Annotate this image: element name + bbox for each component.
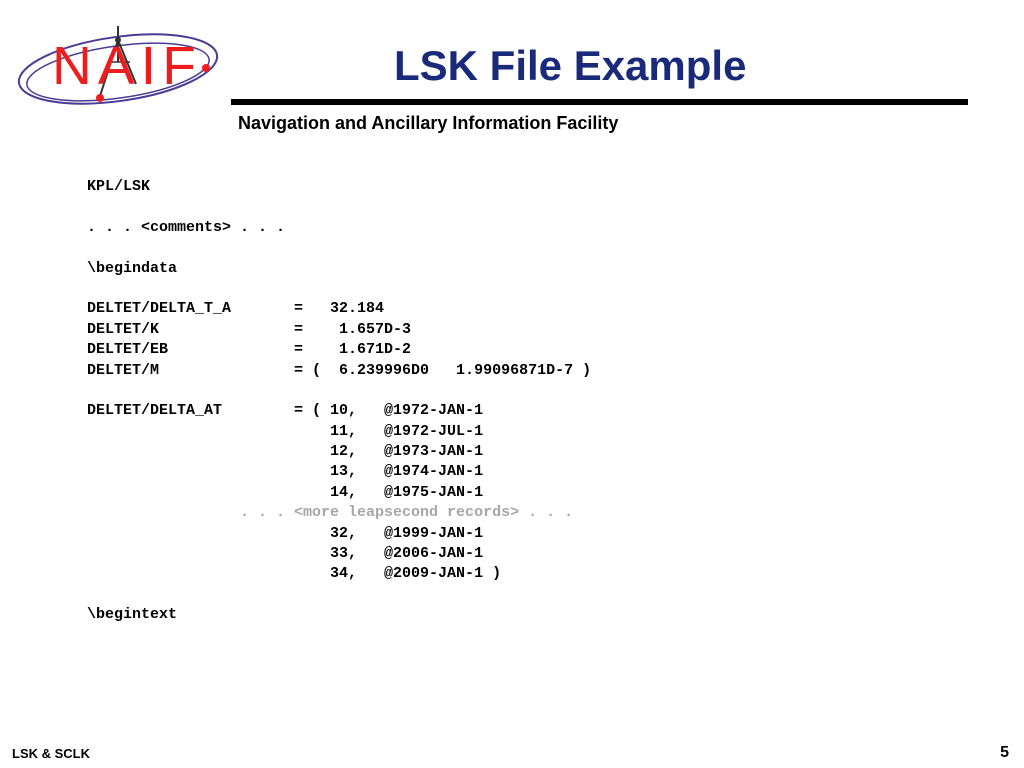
- code-line: . . . <more leapsecond records> . . .: [87, 504, 574, 522]
- code-line: \begindata: [87, 259, 178, 277]
- code-line: 33, @2006-JAN-1: [87, 545, 484, 563]
- code-line: 14, @1975-JAN-1: [87, 483, 484, 501]
- code-line: [87, 585, 591, 605]
- code-line: [87, 238, 591, 258]
- code-line: 12, @1973-JAN-1: [87, 443, 484, 461]
- code-line: . . . <comments> . . .: [87, 218, 286, 236]
- code-line: [87, 279, 591, 299]
- code-line: \begintext: [87, 606, 178, 624]
- code-line: DELTET/K = 1.657D-3: [87, 320, 412, 338]
- page-title: LSK File Example: [394, 42, 747, 89]
- title-divider: [231, 99, 968, 105]
- page-number: 5: [1000, 744, 1009, 761]
- code-line: DELTET/M = ( 6.239996D0 1.99096871D-7 ): [87, 361, 592, 379]
- code-line: 34, @2009-JAN-1 ): [87, 565, 502, 583]
- code-line: 32, @1999-JAN-1: [87, 524, 484, 542]
- code-line: DELTET/DELTA_AT = ( 10, @1972-JAN-1: [87, 402, 484, 420]
- code-line: [87, 197, 591, 217]
- code-line: [87, 381, 591, 401]
- code-line: DELTET/EB = 1.671D-2: [87, 341, 412, 359]
- footer-label: LSK & SCLK: [12, 746, 90, 761]
- code-block: [87, 177, 591, 626]
- code-line: DELTET/DELTA_T_A = 32.184: [87, 300, 385, 318]
- logo-text: NAIF: [52, 36, 202, 96]
- code-line: 11, @1972-JUL-1: [87, 422, 484, 440]
- naif-logo: [14, 22, 228, 108]
- code-line: KPL/LSK: [87, 178, 151, 195]
- page-subtitle: Navigation and Ancillary Information Facility: [238, 113, 619, 133]
- code-line: 13, @1974-JAN-1: [87, 463, 484, 481]
